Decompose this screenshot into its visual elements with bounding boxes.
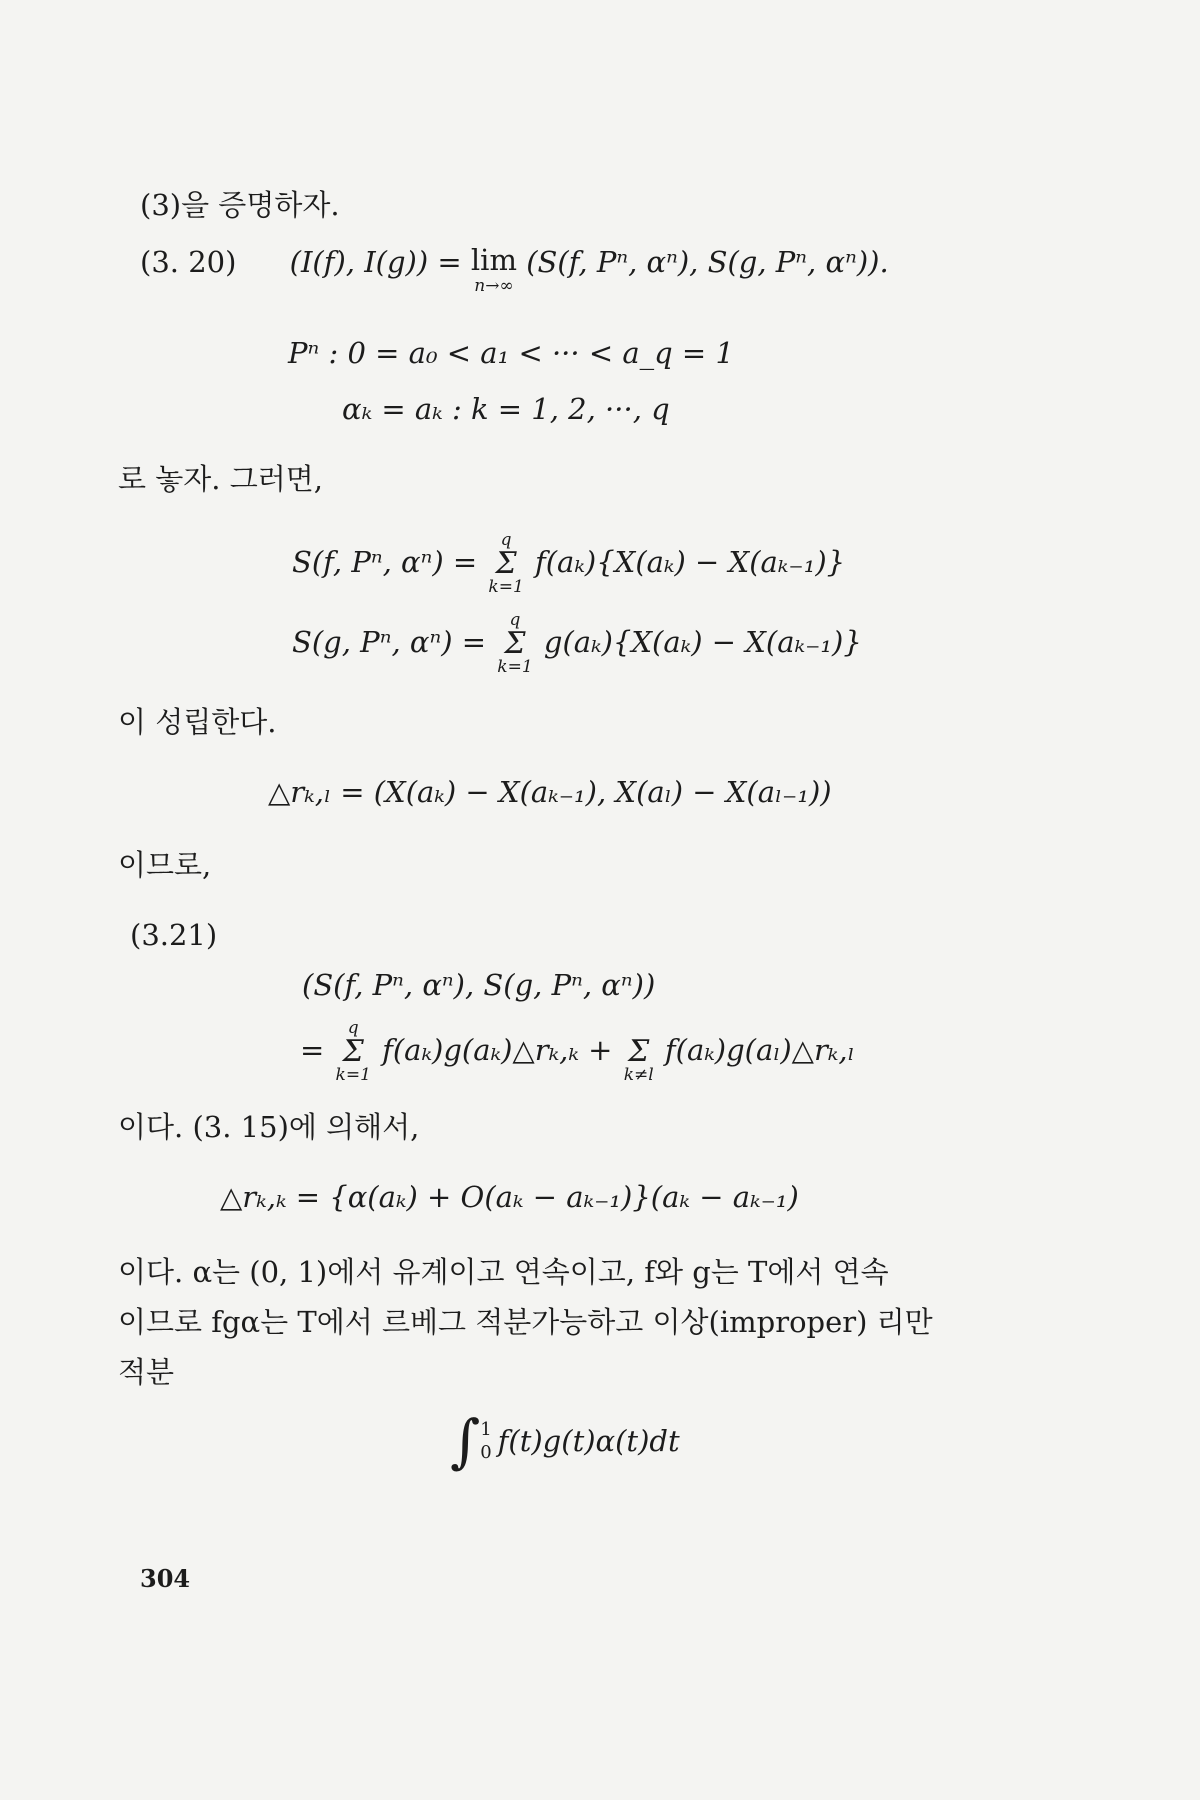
sum-g-right: g(aₖ){X(aₖ) − X(aₖ₋₁)} xyxy=(543,625,862,659)
integrand: f(t)g(t)α(t)dt xyxy=(497,1423,680,1458)
equals-sign: = xyxy=(300,1033,325,1067)
sum-upper: q xyxy=(509,610,521,630)
equation-3-21-line1: (S(f, Pⁿ, αⁿ), S(g, Pⁿ, αⁿ)) xyxy=(302,968,656,1002)
by-3-15-line: 이다. (3. 15)에 의해서, xyxy=(118,1110,420,1144)
paragraph-line-2: 이므로 fgα는 T에서 르베그 적분가능하고 이상(improper) 리만 xyxy=(118,1305,933,1339)
holds-line: 이 성립한다. xyxy=(118,705,277,739)
delta-r-kk-equation: △rₖ,ₖ = {α(aₖ) + O(aₖ − aₖ₋₁)}(aₖ − aₖ₋₁) xyxy=(220,1180,799,1214)
page-number: 304 xyxy=(140,1564,191,1593)
alpha-definition: αₖ = aₖ : k = 1, 2, ···, q xyxy=(342,392,670,426)
equation-3-21-label: (3.21) xyxy=(130,918,218,952)
equation-label: (3. 20) xyxy=(140,245,237,279)
sum-f-right: f(aₖ){X(aₖ) − X(aₖ₋₁)} xyxy=(535,545,846,579)
off-diagonal-term: f(aₖ)g(aₗ)△rₖ,ₗ xyxy=(664,1033,855,1067)
integral-limits xyxy=(480,1418,491,1465)
paragraph-line-3: 적분 xyxy=(118,1355,175,1389)
integral xyxy=(450,1407,680,1475)
partition-line: Pⁿ : 0 = a₀ < a₁ < ··· < a_q = 1 xyxy=(288,336,734,370)
sigma: Σ xyxy=(504,626,526,661)
equation-3-20 xyxy=(140,245,889,296)
summation-symbol xyxy=(497,612,532,676)
delta-r-kl-definition: △rₖ,ₗ = (X(aₖ) − X(aₖ₋₁), X(aₗ) − X(aₗ₋₁)) xyxy=(268,775,832,809)
integral-lower-limit: 0 xyxy=(480,1442,492,1463)
integral-sign: ∫ xyxy=(450,1407,481,1475)
summation-symbol xyxy=(488,532,523,596)
sigma: Σ xyxy=(495,546,517,581)
equation-3-21-line2 xyxy=(300,1020,855,1084)
sum-upper: q xyxy=(500,530,512,550)
sigma: Σ xyxy=(628,1034,650,1069)
sum-g-left: S(g, Pⁿ, αⁿ) = xyxy=(292,625,487,659)
summation-symbol xyxy=(624,1020,654,1084)
sum-lower: k=1 xyxy=(488,577,524,597)
sum-upper: q xyxy=(347,1018,359,1038)
let-then-line: 로 놓자. 그러면, xyxy=(118,462,323,496)
paragraph-line-1: 이다. α는 (0, 1)에서 유계이고 연속이고, f와 g는 T에서 연속 xyxy=(118,1255,889,1289)
eq-right: (S(f, Pⁿ, αⁿ), S(g, Pⁿ, αⁿ)). xyxy=(526,245,889,279)
lim-subscript: n→∞ xyxy=(474,275,514,296)
summation-symbol xyxy=(336,1020,371,1084)
therefore-line: 이므로, xyxy=(118,848,212,882)
sum-f-left: S(f, Pⁿ, αⁿ) = xyxy=(292,545,478,579)
sum-lower: k≠l xyxy=(623,1065,654,1085)
limit-operator xyxy=(471,245,517,296)
sum-lower: k=1 xyxy=(335,1065,371,1085)
sum-g-equation xyxy=(292,612,862,676)
integral-upper-limit: 1 xyxy=(480,1418,492,1440)
lim-text: lim xyxy=(470,243,517,277)
sum-f-equation xyxy=(292,532,845,596)
sum-lower: k=1 xyxy=(497,657,533,677)
sigma: Σ xyxy=(342,1034,364,1069)
eq-left: (I(f), I(g)) = xyxy=(289,245,462,279)
integral-expression xyxy=(450,1407,680,1475)
diagonal-term: f(aₖ)g(aₖ)△rₖ,ₖ + xyxy=(382,1033,613,1067)
prove-3-line: (3)을 증명하자. xyxy=(140,188,340,222)
